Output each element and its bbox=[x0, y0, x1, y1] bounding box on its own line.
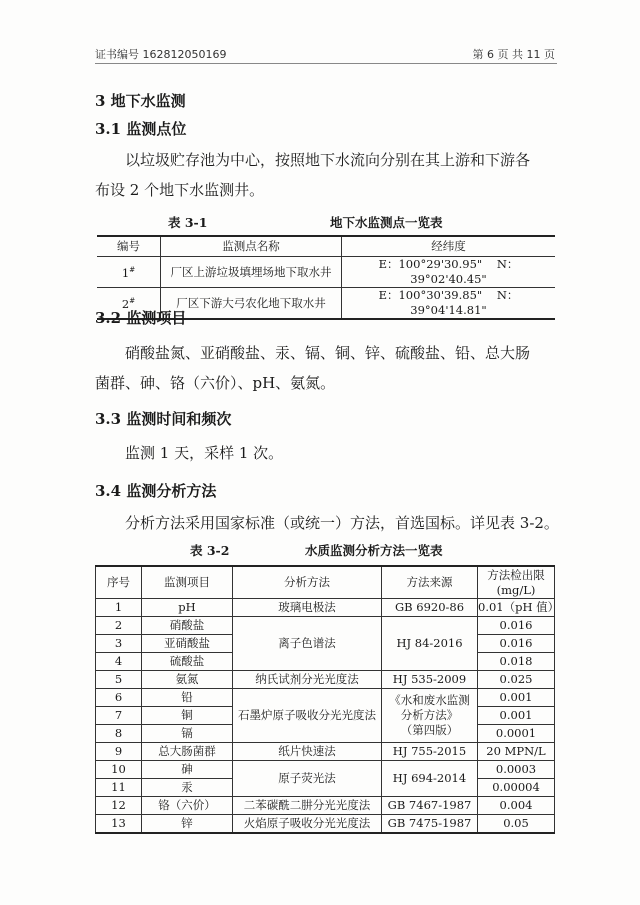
section-3-heading: 3 地下水监测 bbox=[95, 92, 186, 110]
cell-item: 硝酸盐 bbox=[142, 617, 233, 635]
table-header-row bbox=[97, 236, 555, 257]
cell-no: 12 bbox=[96, 797, 142, 815]
table-row bbox=[97, 257, 555, 288]
section-3-2-heading: 3.2 监测项目 bbox=[95, 309, 187, 327]
cell-item: 汞 bbox=[142, 779, 233, 797]
cell-source: GB 7467-1987 bbox=[382, 797, 478, 815]
cell-method: 原子荧光法 bbox=[233, 761, 382, 797]
table-row bbox=[96, 743, 555, 761]
table-3-1-label: 表 3-1 bbox=[168, 215, 208, 230]
cell-item: 硫酸盐 bbox=[142, 653, 233, 671]
cell-no bbox=[97, 257, 161, 288]
source-line: 分析方法》 bbox=[400, 708, 459, 722]
table-row bbox=[96, 689, 555, 707]
table-3-2-title: 水质监测分析方法一览表 bbox=[305, 543, 443, 558]
table-row bbox=[96, 815, 555, 834]
header-line: 方法检出限 bbox=[487, 567, 545, 582]
cell-item: 铅 bbox=[142, 689, 233, 707]
table-row bbox=[96, 599, 555, 617]
cell-limit: 0.001 bbox=[478, 689, 555, 707]
cell-limit: 0.004 bbox=[478, 797, 555, 815]
cell-limit: 0.016 bbox=[478, 617, 555, 635]
section-3-4-heading: 3.4 监测分析方法 bbox=[95, 482, 217, 500]
page-header bbox=[95, 46, 555, 62]
table-row bbox=[96, 617, 555, 635]
table-3-1-title: 地下水监测点一览表 bbox=[330, 215, 443, 230]
cell-limit: 0.001 bbox=[478, 707, 555, 725]
cell-limit: 20 MPN/L bbox=[478, 743, 555, 761]
header-cell: 编号 bbox=[97, 236, 161, 257]
cell-source: HJ 694-2014 bbox=[382, 761, 478, 797]
section-3-1-heading: 3.1 监测点位 bbox=[95, 120, 187, 138]
longitude: E：100°29'30.95" bbox=[378, 257, 483, 271]
section-3-2-text: 硝酸盐氮、亚硝酸盐、汞、镉、铜、锌、硫酸盐、铅、总大肠菌群、砷、铬（六价）、pH、氨氮。 bbox=[95, 344, 531, 392]
latitude: N：39°02'40.45" bbox=[410, 257, 519, 286]
cell-item: 总大肠菌群 bbox=[142, 743, 233, 761]
header-cell: 序号 bbox=[96, 566, 142, 599]
cell-limit: 0.01（pH 值） bbox=[478, 599, 555, 617]
cell-no: 1 bbox=[96, 599, 142, 617]
cell-limit: 0.018 bbox=[478, 653, 555, 671]
longitude: E：100°30'39.85" bbox=[378, 288, 483, 302]
analysis-methods-table bbox=[95, 565, 560, 834]
cell-item: 砷 bbox=[142, 761, 233, 779]
source-line: 《水和废水监测 bbox=[389, 693, 470, 707]
cell-limit: 0.025 bbox=[478, 671, 555, 689]
section-3-1-text: 以垃圾贮存池为中心，按照地下水流向分别在其上游和下游各布设 2 个地下水监测井。 bbox=[95, 151, 531, 199]
cell-limit: 0.00004 bbox=[478, 779, 555, 797]
cell-method: 二苯碳酰二肼分光光度法 bbox=[233, 797, 382, 815]
cell-no: 2 bbox=[96, 617, 142, 635]
cell-source: HJ 755-2015 bbox=[382, 743, 478, 761]
header-cell: 监测项目 bbox=[142, 566, 233, 599]
cell-method: 纸片快速法 bbox=[233, 743, 382, 761]
cell-no: 5 bbox=[96, 671, 142, 689]
source-line: （第四版） bbox=[400, 723, 459, 737]
cell-no: 8 bbox=[96, 725, 142, 743]
header-cell: 监测点名称 bbox=[161, 236, 342, 257]
cell-item: 铬（六价） bbox=[142, 797, 233, 815]
cell-no: 6 bbox=[96, 689, 142, 707]
cell-no: 9 bbox=[96, 743, 142, 761]
cell-source: GB 6920-86 bbox=[382, 599, 478, 617]
cell-name: 厂区下游大弓农化地下取水井 bbox=[161, 288, 342, 320]
cell-method: 火焰原子吸收分光光度法 bbox=[233, 815, 382, 834]
header-cell: 经纬度 bbox=[342, 236, 556, 257]
cell-item: 亚硝酸盐 bbox=[142, 635, 233, 653]
cell-method: 石墨炉原子吸收分光光度法 bbox=[233, 689, 382, 743]
cell-item: 铜 bbox=[142, 707, 233, 725]
sup: # bbox=[129, 297, 136, 306]
section-3-3-text: 监测 1 天，采样 1 次。 bbox=[125, 444, 284, 462]
cell-no: 7 bbox=[96, 707, 142, 725]
section-3-3-heading: 3.3 监测时间和频次 bbox=[95, 410, 232, 428]
header-cell: 分析方法 bbox=[233, 566, 382, 599]
header-cell bbox=[478, 566, 555, 599]
no: 1 bbox=[121, 265, 130, 280]
cell-coords bbox=[342, 257, 556, 288]
cell-method: 玻璃电极法 bbox=[233, 599, 382, 617]
cell-method: 纳氏试剂分光光度法 bbox=[233, 671, 382, 689]
cell-item: pH bbox=[142, 599, 233, 617]
cell-source bbox=[382, 689, 478, 743]
cell-no: 11 bbox=[96, 779, 142, 797]
cell-name: 厂区上游垃圾填埋场地下取水井 bbox=[161, 257, 342, 288]
cell-limit: 0.05 bbox=[478, 815, 555, 834]
table-header-row bbox=[96, 566, 555, 599]
cell-no: 3 bbox=[96, 635, 142, 653]
cell-source: HJ 84-2016 bbox=[382, 617, 478, 671]
cell-limit: 0.0001 bbox=[478, 725, 555, 743]
table-3-2-label: 表 3-2 bbox=[190, 543, 230, 558]
cell-limit: 0.016 bbox=[478, 635, 555, 653]
no: 2 bbox=[121, 296, 130, 311]
section-3-4-text: 分析方法采用国家标准（或统一）方法，首选国标。详见表 3-2。 bbox=[125, 514, 559, 532]
cell-coords bbox=[342, 288, 556, 320]
table-row bbox=[96, 761, 555, 779]
header-divider bbox=[95, 63, 557, 64]
certificate-number: 证书编号 162812050169 bbox=[95, 48, 227, 61]
cell-limit: 0.0003 bbox=[478, 761, 555, 779]
latitude: N：39°04'14.81" bbox=[410, 288, 519, 317]
cell-no: 13 bbox=[96, 815, 142, 834]
cell-source: HJ 535-2009 bbox=[382, 671, 478, 689]
cell-item: 氨氮 bbox=[142, 671, 233, 689]
header-unit: (mg/L) bbox=[496, 582, 536, 597]
header-cell: 方法来源 bbox=[382, 566, 478, 599]
cell-item: 镉 bbox=[142, 725, 233, 743]
table-row bbox=[96, 671, 555, 689]
sup: # bbox=[129, 266, 136, 275]
cell-item: 锌 bbox=[142, 815, 233, 834]
cell-no: 4 bbox=[96, 653, 142, 671]
page-number: 第 6 页 共 11 页 bbox=[472, 48, 555, 61]
cell-source: GB 7475-1987 bbox=[382, 815, 478, 834]
cell-method: 离子色谱法 bbox=[233, 617, 382, 671]
table-row bbox=[96, 797, 555, 815]
cell-no: 10 bbox=[96, 761, 142, 779]
